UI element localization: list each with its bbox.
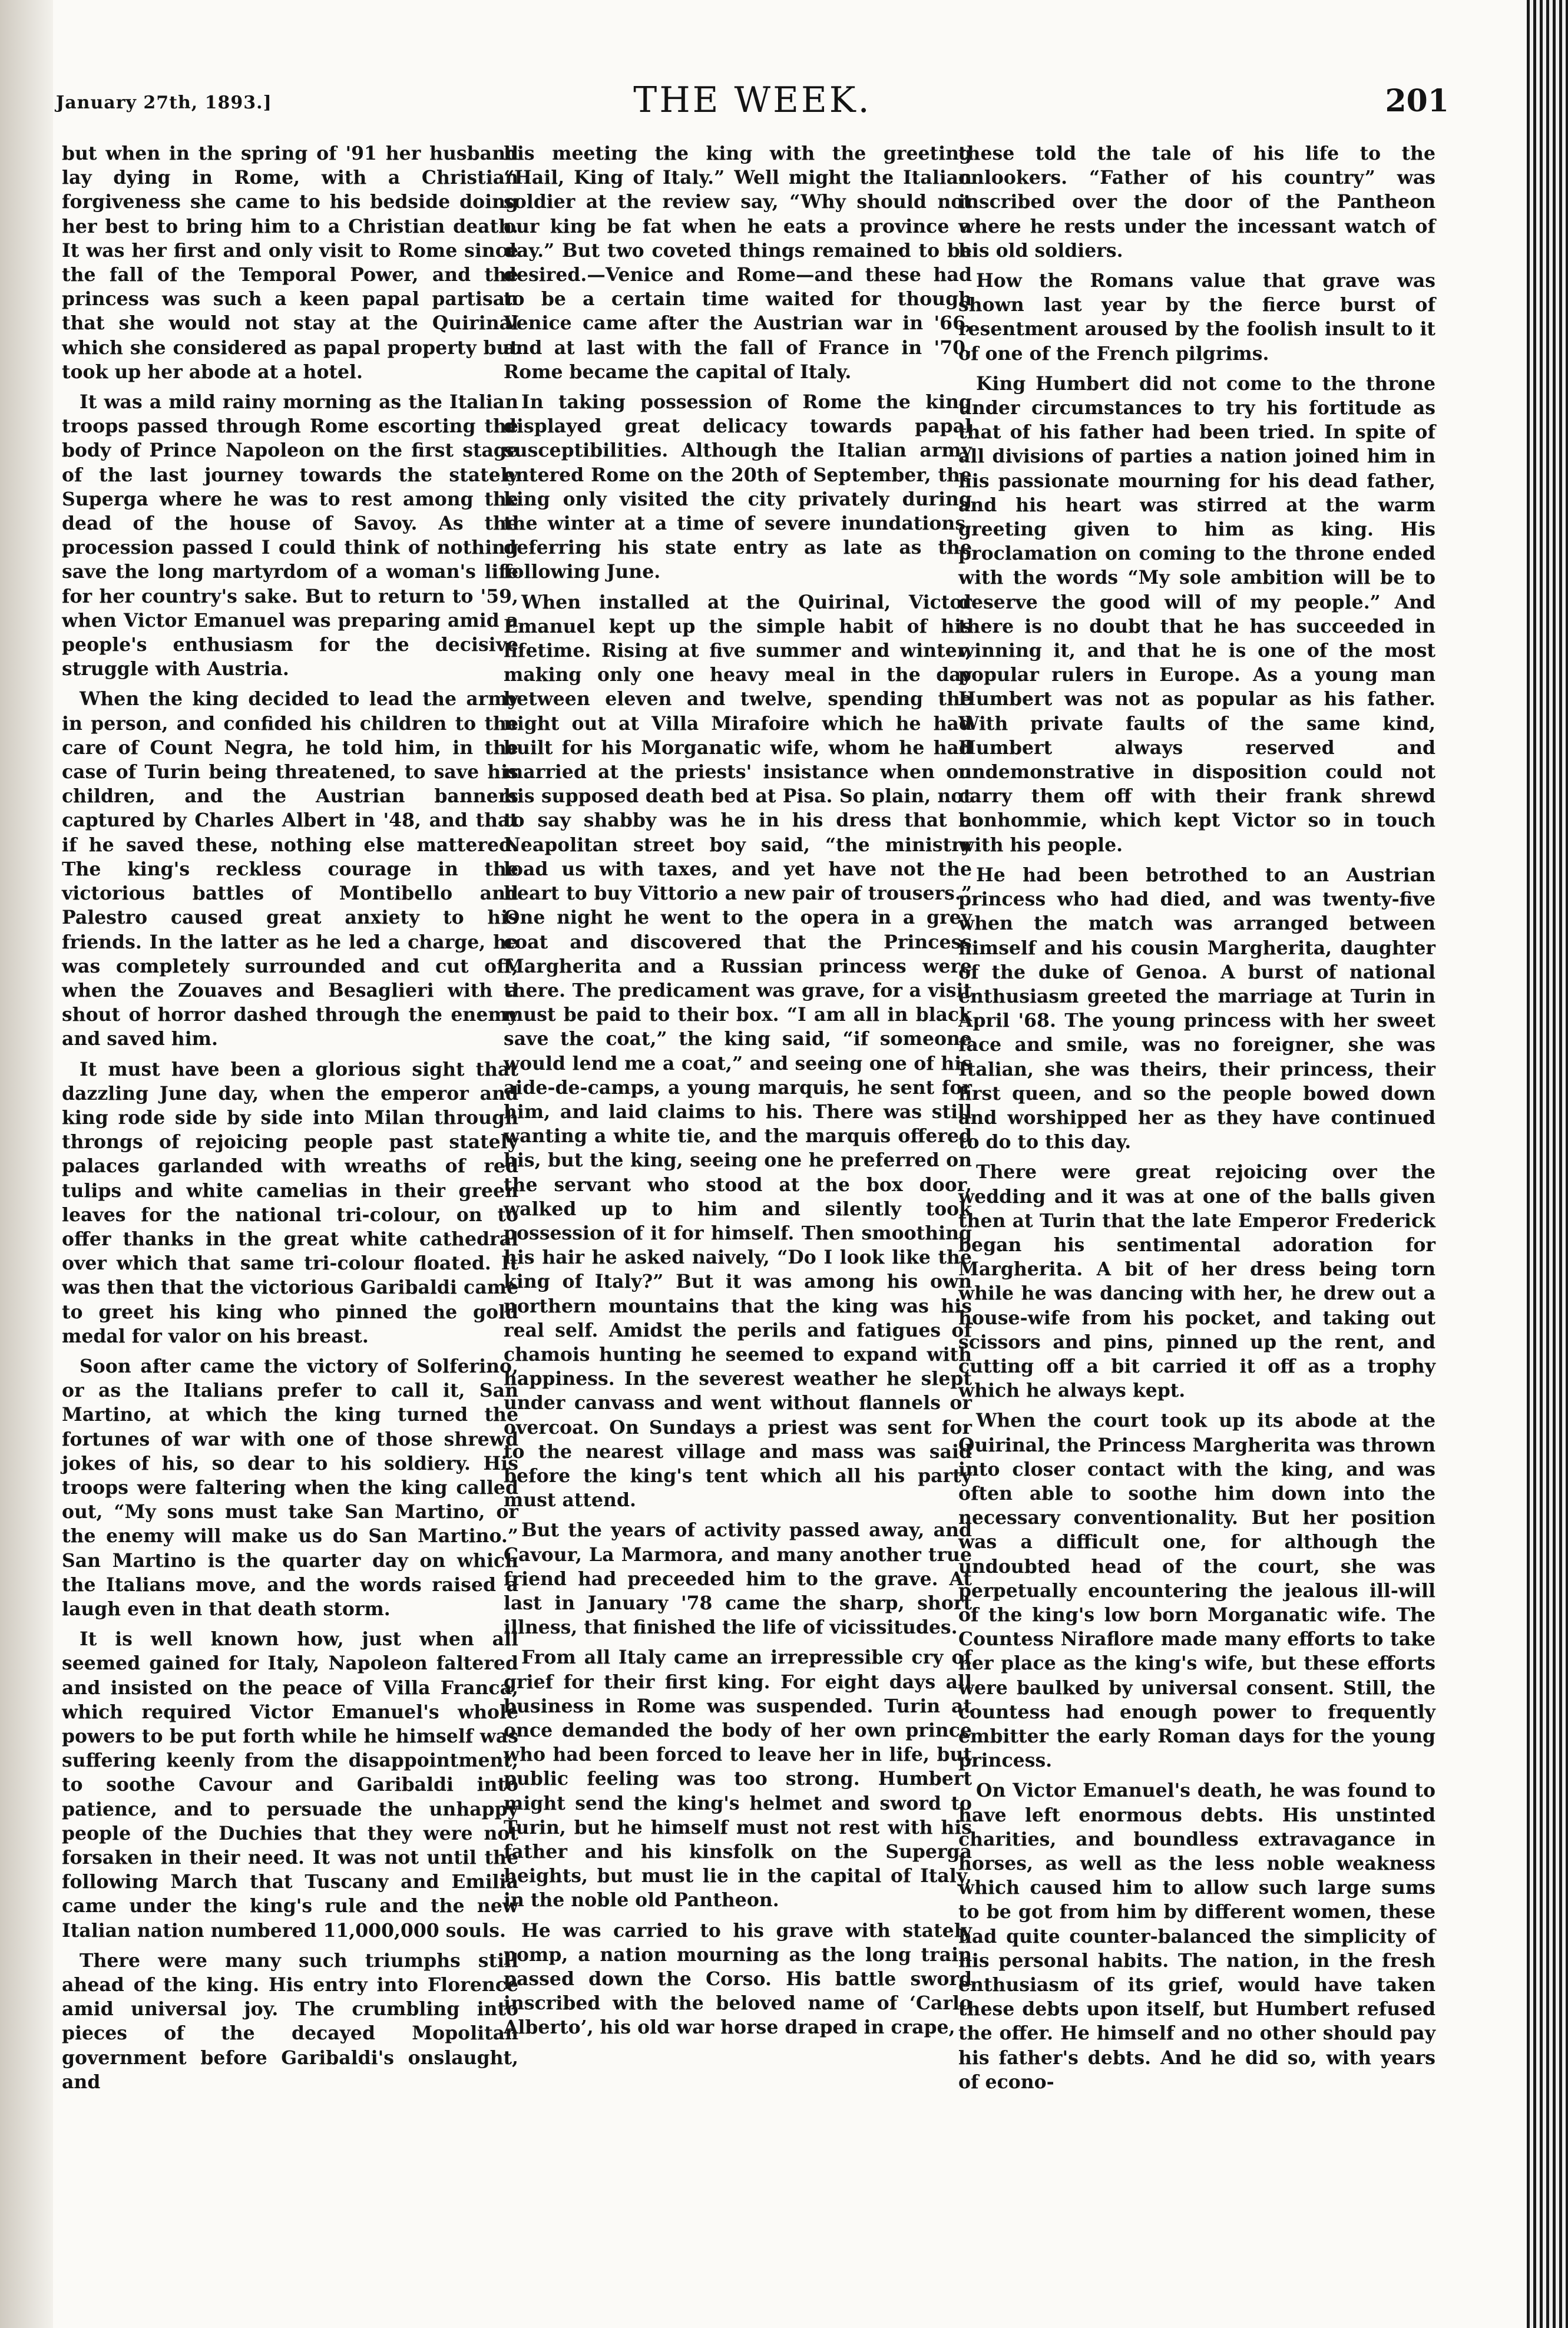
paragraph: He was carried to his grave with stately pomp, a nation mourning as the long train passed down the Corso. His battle sword inscribed with the beloved name of ‘Carlo Alberto’, his old war horse draped in crape, <box>504 1919 972 2039</box>
article-column-3 <box>958 141 1435 2100</box>
page-number: 201 <box>1385 83 1449 119</box>
publication-title: THE WEEK. <box>633 80 872 121</box>
paragraph: There were great rejoicing over the wedding and it was at one of the balls given then at Turin that the late Emperor Frederick began his sentimental adoration for Margherita. A bit of her dress being torn while he was dancing with her, he drew out a house-wife from his pocket, and taking out scissors and pins, pinned up the rent, and cutting off a bit carried it off as a trophy which he always kept. <box>958 1161 1435 1402</box>
paragraph: these told the tale of his life to the onlookers. “Father of his country” was inscribed over the door of the Pantheon where he rests under the incessant watch of his old soldiers. <box>958 143 1435 262</box>
paragraph: his meeting the king with the greeting “Hail, King of Italy.” Well might the Italian soldier at the review say, “Why should not our king be fat when he eats a province a day.” But two coveted things remained to be desired.—Venice and Rome—and these had to be a certain time waited for though Venice came after the Austrian war in '66, and at last with the fall of France in '70, Rome became the capital of Italy. <box>504 143 972 383</box>
paragraph: When the court took up its abode at the Quirinal, the Princess Margherita was thrown into closer contact with the king, and was often able to soothe him down into the necessary conventionality. But her position was a difficult one, for although the undoubted head of the court, she was perpetually encountering the jealous ill-will of the king's low born Morganatic wife. The Countess Niraflore made many efforts to take her place as the king's wife, but these efforts were baulked by universal consent. Still, the countess had enough power to frequently embitter the early Roman days for the young princess. <box>958 1410 1435 1772</box>
paragraph: But the years of activity passed away, and Cavour, La Marmora, and many another true friend had preceeded him to the grave. At last in January '78 came the sharp, short illness, that finished the life of vicissitudes. <box>504 1519 972 1639</box>
article-column-1 <box>62 141 518 2100</box>
binding-gutter-shadow <box>0 0 53 2328</box>
paragraph: There were many such triumphs still ahead of the king. His entry into Florence amid universal joy. The crumbling into pieces of the decayed Mopolitan government before Garibaldi's onslaught, and <box>62 1949 518 2093</box>
paragraph: In taking possession of Rome the king displayed great delicacy towards papal susceptibilities. Although the Italian army entered Rome on the 20th of September, the king only visited the city privately during the winter at a time of severe inundations, deferring his state entry as late as the following June. <box>504 391 972 583</box>
issue-date: January 27th, 1893.] <box>56 92 272 113</box>
page-header <box>56 80 1449 130</box>
paragraph: When the king decided to lead the army in person, and confided his children to the care of Count Negra, he told him, in the case of Turin being threatened, to save his children, and the Austrian banners captured by Charles Albert in '48, and that if he saved these, nothing else mattered. The king's reckless courage in the victorious battles of Montibello and Palestro caused great anxiety to his friends. In the latter as he led a charge, he was completely surrounded and cut off, when the Zouaves and Besaglieri with a shout of horror dashed through the enemy and saved him. <box>62 688 518 1050</box>
paragraph: From all Italy came an irrepressible cry of grief for their first king. For eight days all business in Rome was suspended. Turin at once demanded the body of her own prince who had been forced to leave her in life, but public feeling was too strong. Humbert might send the king's helmet and sword to Turin, but he himself must not rest with his father and his kinsfolk on the Superga heights, but must lie in the capital of Italy, in the noble old Pantheon. <box>504 1646 972 1912</box>
paragraph: It was a mild rainy morning as the Italian troops passed through Rome escorting the body of Prince Napoleon on the first stage of the last journey towards the stately Superga where he was to rest among the dead of the house of Savoy. As the procession passed I could think of nothing save the long martyrdom of a woman's life for her country's sake. But to return to '59, when Victor Emanuel was preparing amid a people's enthusiasm for the decisive struggle with Austria. <box>62 391 518 680</box>
paragraph: It must have been a glorious sight that dazzling June day, when the emperor and king rode side by side into Milan through throngs of rejoicing people past stately palaces garlanded with wreaths of red tulips and white camelias in their green leaves for the national tri-colour, on to offer thanks in the great white cathedral over which that same tri-colour floated. It was then that the victorious Garibaldi came to greet his king who pinned the gold medal for valor on his breast. <box>62 1058 518 1347</box>
paragraph: It is well known how, just when all seemed gained for Italy, Napoleon faltered and insisted on the peace of Villa Franca, which required Victor Emanuel's whole powers to be put forth while he himself was suffering keenly from the disappointment, to soothe Cavour and Garibaldi into patience, and to persuade the unhappy people of the Duchies that they were not forsaken in their need. It was not until the following March that Tuscany and Emilia came under the king's rule and the new Italian nation numbered 11,000,000 souls. <box>62 1628 518 1942</box>
paragraph: On Victor Emanuel's death, he was found to have left enormous debts. His unstinted charities, and boundless extravagance in horses, as well as the less noble weakness which caused him to allow such large sums to be got from him by different women, these had quite counter-balanced the simplicity of his personal habits. The nation, in the fresh enthusiasm of its grief, would have taken these debts upon itself, but Humbert refused the offer. He himself and no other should pay his father's debts. And he did so, with years of econo- <box>958 1780 1435 2093</box>
paragraph: How the Romans value that grave was shown last year by the fierce burst of resentment aroused by the foolish insult to it of one of the French pilgrims. <box>958 270 1435 365</box>
page-edge-stack <box>1527 0 1568 2328</box>
paragraph: but when in the spring of '91 her husband lay dying in Rome, with a Christian forgiveness she came to his bedside doing her best to bring him to a Christian death. It was her first and only visit to Rome since the fall of the Temporal Power, and the princess was such a keen papal partisan that she would not stay at the Quirinal which she considered as papal property but took up her abode at a hotel. <box>62 143 518 383</box>
paragraph: King Humbert did not come to the throne under circumstances to try his fortitude as that of his father had been tried. In spite of all divisions of parties a nation joined him in his passionate mourning for his dead father, and his heart was stirred at the warm greeting given to him as king. His proclamation on coming to the throne ended with the words “My sole ambition will be to deserve the good will of my people.” And there is no doubt that he has succeeded in winning it, and that he is one of the most popular rulers in Europe. As a young man Humbert was not as popular as his father. With private faults of the same kind, Humbert always reserved and undemonstrative in disposition could not carry them off with their frank shrewd bonhommie, which kept Victor so in touch with his people. <box>958 372 1435 856</box>
paragraph: He had been betrothed to an Austrian princess who had died, and was twenty-five when the match was arranged between himself and his cousin Margherita, daughter of the duke of Genoa. A burst of national enthusiasm greeted the marriage at Turin in April '68. The young princess with her sweet face and smile, was no foreigner, she was Italian, she was theirs, their princess, their first queen, and so the people bowed down and worshipped her as they have continued to do to this day. <box>958 864 1435 1153</box>
paragraph: When installed at the Quirinal, Victor Emanuel kept up the simple habit of his lifetime. Rising at five summer and winter, making only one heavy meal in the day between eleven and twelve, spending the night out at Villa Mirafoire which he had built for his Morganatic wife, whom he had married at the priests' insistance when on his supposed death bed at Pisa. So plain, not to say shabby was he in his dress that a Neapolitan street boy said, “the ministry load us with taxes, and yet have not the heart to buy Vittorio a new pair of trousers.” One night he went to the opera in a grey coat and discovered that the Princess Margherita and a Russian princess were there. The predicament was grave, for a visit must be paid to their box. “I am all in black save the coat,” the king said, “if someone would lend me a coat,” and seeing one of his aide-de-camps, a young marquis, he sent for him, and laid claims to his. There was still wanting a white tie, and the marquis offered his, but the king, seeing one he preferred on the servant who stood at the box door, walked up to him and silently took possession of it for himself. Then smoothing his hair he asked naively, “Do I look like the king of Italy?” But it was among his own northern mountains that the king was his real self. Amidst the perils and fatigues of chamois hunting he seemed to expand with happiness. In the severest weather he slept under canvass and went without flannels or overcoat. On Sundays a priest was sent for to the nearest village and mass was said before the king's tent which all his party must attend. <box>504 591 972 1512</box>
paragraph: Soon after came the victory of Solferino, or as the Italians prefer to call it, San Martino, at which the king turned the fortunes of war with one of those shrewd jokes of his, so dear to his soldiery. His troops were faltering when the king called out, “My sons must take San Martino, or the enemy will make us do San Martino.” San Martino is the quarter day on which the Italians move, and the words raised a laugh even in that death storm. <box>62 1355 518 1620</box>
article-column-2 <box>504 141 972 2046</box>
